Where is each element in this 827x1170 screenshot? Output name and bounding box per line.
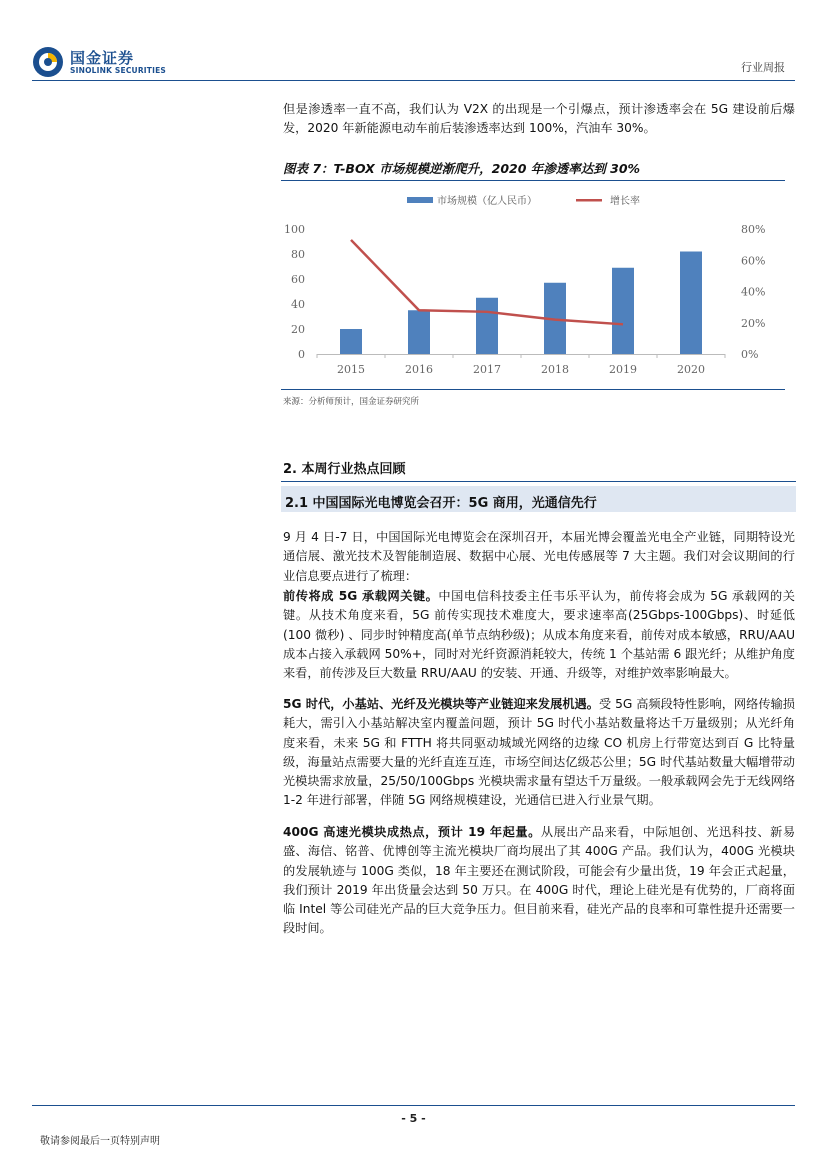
paragraph-2-lead: 前传将成 5G 承载网关键。: [283, 589, 439, 603]
paragraph-3-body: 受 5G 高频段特性影响，网络传输损耗大，需引入小基站解决室内覆盖问题，预计 5G 时代小基站数量将达千万量级别；从光纤角度来看，未来 5G 和 FTTH 将共同驱动城域光网络的边缘 CO 机房上行带宽达到百 G 比特量级，海量站点需要大量的光纤直连互连，市场空间达亿级芯公里；5G 时代基站数量大幅增带动光模块需求放量，25/50/100Gbps 光模块需求量有望达千万量级。一般承载网会先于无线网络 1-2 年进行部署，伴随 5G 网络规模建设，光通信已进入行业景气期。: [283, 697, 796, 808]
brand-name-en: SINOLINK SECURITIES: [70, 66, 167, 75]
paragraph-4: [283, 823, 795, 939]
bar: [612, 268, 634, 354]
paragraph-2: [283, 587, 795, 683]
company-logo: [32, 46, 64, 78]
left-axis-tick-label: 60: [291, 273, 305, 286]
paragraph-3: [283, 695, 795, 811]
header-rule: [32, 80, 795, 81]
right-axis-tick-label: 0%: [741, 348, 759, 361]
paragraph-4-body: 从展出产品来看，中际旭创、光迅科技、新易盛、海信、铭普、优博创等主流光模块厂商均展出了其 400G 产品。我们认为，400G 光模块的发展轨迹与 100G 类似，18 年主要还在测试阶段，可能会有少量出货，19 年会正式起量，我们预计 2019 年出货量会达到 50 万只。在 400G 时代，理论上硅光是有优势的，厂商将面临 Intel 等公司硅光产品的巨大竞争压力。但目前来看，硅光产品的良率和可靠性提升还需要一段时间。: [283, 825, 796, 936]
section-rule: [281, 481, 796, 482]
paragraph-2-body: 中国电信科技委主任韦乐平认为，前传将会成为 5G 承载网的关键。从技术角度来看，5G 前传实现技术难度大，要求速率高(25Gbps-100Gbps)、时延低(100 微秒) 、同步时钟精度高(单节点纳秒级)；从成本角度来看，前传对成本敏感，RRU/AAU 成本占接入承载网 50%+，同时对光纤资源消耗较大，传统 1 个基站需 6 跟光纤；从维护角度来看，前传涉及巨大数量 RRU/AAU 的安装、开通、升级等，对维护效率影响最大。: [283, 589, 795, 681]
left-axis-tick-label: 80: [291, 248, 305, 261]
bar: [340, 329, 362, 354]
left-axis-tick-label: 0: [298, 348, 305, 361]
bar: [408, 310, 430, 354]
chart-bars: [340, 252, 702, 355]
paragraph-4-lead: 400G 高速光模块成热点，预计 19 年起量。: [283, 825, 541, 839]
growth-rate-line: [351, 240, 623, 324]
page-number: - 5 -: [401, 1112, 426, 1125]
x-axis-tick-label: 2020: [677, 363, 705, 376]
paragraph-3-lead: 5G 时代，小基站、光纤及光模块等产业链迎来发展机遇。: [283, 697, 599, 711]
right-axis-tick-label: 40%: [741, 285, 766, 299]
bar: [476, 298, 498, 354]
figure-bottom-rule: [281, 389, 785, 390]
brand-name-cn: 国金证券: [70, 49, 135, 67]
x-axis-tick-label: 2016: [405, 363, 433, 376]
right-axis-tick-label: 20%: [741, 316, 766, 330]
footer-disclaimer: 敬请参阅最后一页特别声明: [40, 1136, 160, 1147]
subsection-title: 2.1 中国国际光电博览会召开：5G 商用，光通信先行: [285, 496, 597, 511]
section-title: 2. 本周行业热点回顾: [283, 462, 406, 477]
figure-caption: 图表 7：T-BOX 市场规模逆渐爬升，2020 年渗透率达到 30%: [283, 161, 641, 176]
left-axis-tick-label: 20: [291, 323, 305, 336]
bar: [680, 252, 702, 355]
x-axis-tick-label: 2018: [541, 363, 569, 376]
left-axis-tick-label: 40: [291, 298, 305, 311]
report-type-label: 行业周报: [741, 61, 785, 74]
footer-rule: [32, 1105, 795, 1106]
right-axis-tick-label: 80%: [741, 223, 766, 236]
figure-source: 来源：分析师预计，国金证券研究所: [283, 397, 420, 407]
right-axis-tick-label: 60%: [741, 254, 766, 268]
paragraph-1: 9 月 4 日-7 日，中国国际光电博览会在深圳召开，本届光博会覆盖光电全产业链，同期特设光通信展、激光技术及智能制造展、数据中心展、光电传感展等 7 大主题。我们对会议期间的行业信息要点进行了梳理：: [283, 530, 795, 583]
x-axis-tick-label: 2019: [609, 363, 637, 376]
legend-swatch-line: [576, 199, 602, 202]
figure-top-rule: [281, 180, 785, 181]
legend-swatch-bar: [407, 197, 433, 203]
left-axis-tick-label: 100: [284, 223, 305, 236]
x-axis-tick-label: 2017: [473, 363, 501, 376]
legend-label-line: 增长率: [610, 196, 640, 207]
tbox-market-chart: [281, 183, 785, 388]
chart-growth-line: [351, 240, 623, 324]
chart-legend: [407, 194, 640, 207]
legend-label-bar: 市场规模（亿人民币）: [437, 196, 537, 207]
intro-paragraph: 但是渗透率一直不高，我们认为 V2X 的出现是一个引爆点，预计渗透率会在 5G 建设前后爆发，2020 年新能源电动车前后装渗透率达到 100%，汽油车 30%。: [283, 102, 795, 136]
x-axis-tick-label: 2015: [337, 363, 365, 376]
